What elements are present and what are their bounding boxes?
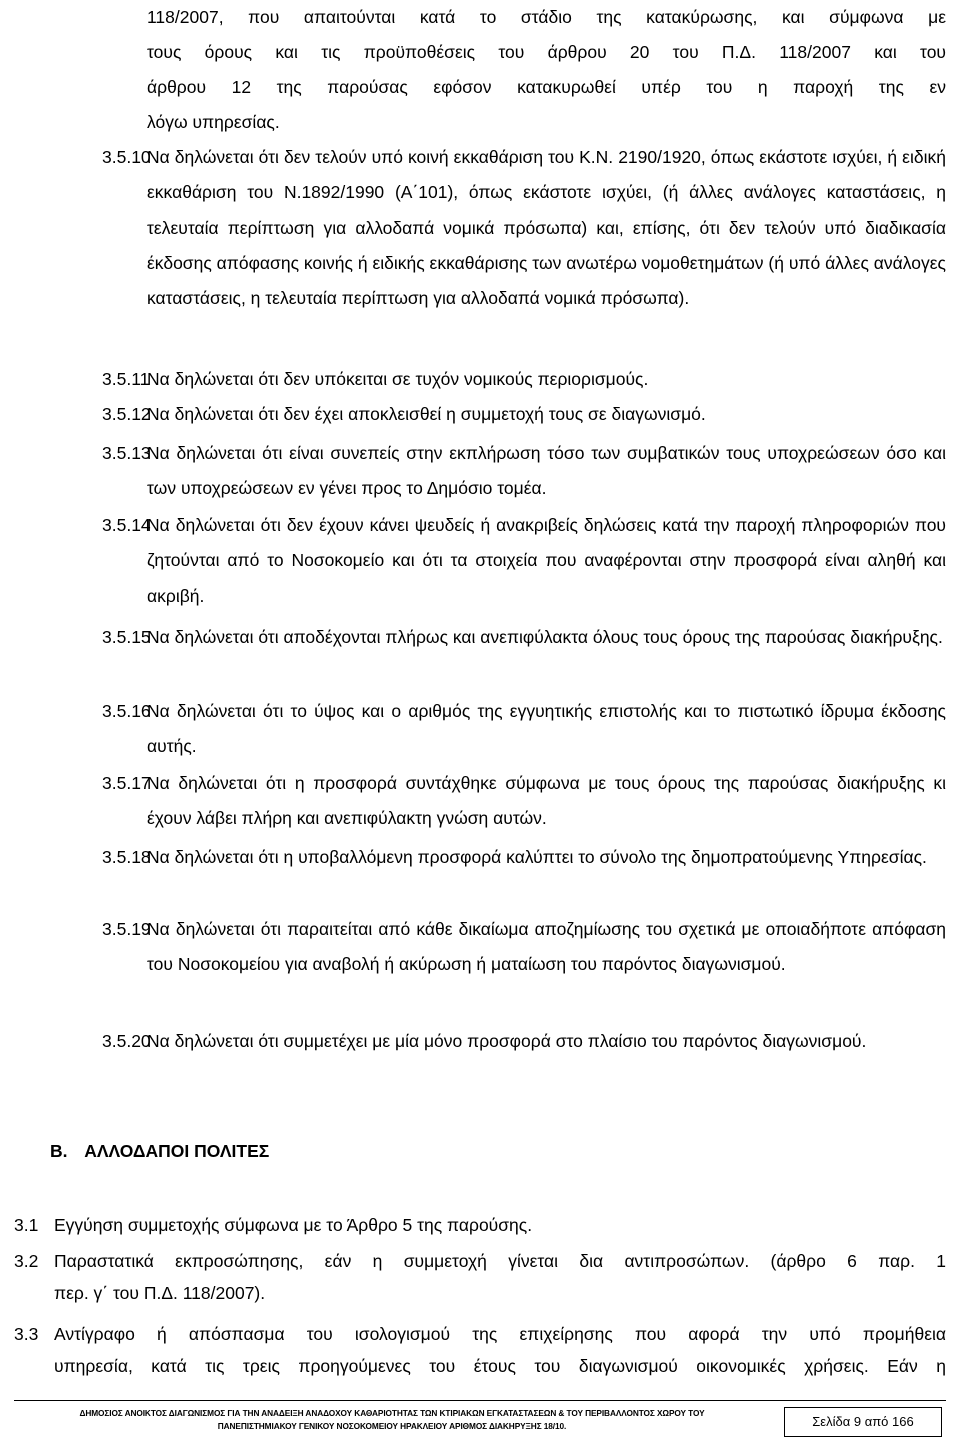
list-item <box>102 766 946 837</box>
item-number: 3.5.13 <box>102 443 151 463</box>
list-item <box>14 1318 946 1382</box>
item-text-line: Αντίγραφο ή απόσπασμα του ισολογισμού της επιχείρησης που αφορά την υπό προμήθεια <box>54 1324 946 1344</box>
list-item <box>102 1024 946 1059</box>
list-item <box>102 362 946 397</box>
list-item <box>102 620 946 655</box>
list-item <box>102 140 946 316</box>
list-item <box>102 694 946 765</box>
list-item <box>102 508 946 614</box>
item-number: 3.5.11 <box>102 369 150 389</box>
footer-line: ΠΑΝΕΠΙΣΤΗΜΙΑΚΟΥ ΓΕΝΙΚΟΥ ΝΟΣΟΚΟΜΕΙΟΥ ΗΡΑΚΛΕΙΟΥ ΑΡΙΘΜΟΣ ΔΙΑΚΗΡΥΞΗΣ 18/10. <box>217 1420 567 1431</box>
section-heading <box>50 1136 269 1166</box>
list-item <box>14 1245 946 1309</box>
item-number: 3.5.12 <box>102 404 151 424</box>
item-number: 3.5.18 <box>102 847 151 867</box>
item-number: 3.3 <box>14 1324 39 1344</box>
item-text: Να δηλώνεται ότι συμμετέχει με μία μόνο προσφορά στο πλαίσιο του παρόντος διαγωνισμού. <box>147 1031 867 1051</box>
page-number: Σελίδα 9 από 166 <box>784 1407 942 1437</box>
intro-line: λόγω υπηρεσίας. <box>147 112 280 132</box>
item-number: 3.5.17 <box>102 773 151 793</box>
item-text: Εγγύηση συμμετοχής σύμφωνα με το Άρθρο 5 της παρούσης. <box>54 1215 533 1235</box>
section-title: ΑΛΛΟΔΑΠΟΙ ΠΟΛΙΤΕΣ <box>84 1141 270 1161</box>
item-number: 3.5.20 <box>102 1031 151 1051</box>
intro-line: 118/2007, που απαιτούνται κατά το στάδιο της κατακύρωσης, και σύμφωνα με <box>147 7 946 27</box>
item-text: Να δηλώνεται ότι παραιτείται από κάθε δικαίωμα αποζημίωσης του σχετικά με οποιαδήποτε απόφαση του Νοσοκομείου για αναβολή ή ακύρωση ή ματαίωση του παρόντος διαγωνισμού. <box>147 919 946 975</box>
list-item <box>102 397 946 432</box>
footer-title <box>14 1407 770 1432</box>
item-text: Να δηλώνεται ότι δεν υπόκειται σε τυχόν νομικούς περιορισμούς. <box>147 369 649 389</box>
intro-line: άρθρου 12 της παρούσας εφόσον κατακυρωθεί υπέρ του η παροχή της εν <box>147 77 946 97</box>
item-text <box>54 1318 946 1382</box>
item-text-line: Παραστατικά εκπροσώπησης, εάν η συμμετοχή γίνεται δια αντιπροσώπων. (άρθρο 6 παρ. 1 <box>54 1251 946 1271</box>
intro-line: τους όρους και τις προϋποθέσεις του άρθρου 20 του Π.Δ. 118/2007 και του <box>147 42 946 62</box>
list-item <box>102 840 946 875</box>
list-item <box>102 912 946 983</box>
item-text: Να δηλώνεται ότι δεν έχει αποκλεισθεί η συμμετοχή τους σε διαγωνισμό. <box>147 404 706 424</box>
item-text: Να δηλώνεται ότι δεν έχουν κάνει ψευδείς ή ανακριβείς δηλώσεις κατά την παροχή πληροφοριών που ζητούνται από το Νοσοκομείο και ότι τα στοιχεία που αναφέρονται στην προσφορά είναι αληθή και ακριβή. <box>147 515 946 606</box>
item-text: Να δηλώνεται ότι είναι συνεπείς στην εκπλήρωση τόσο των συμβατικών τους υποχρεώσεων όσο και των υποχρεώσεων εν γένει προς το Δημόσιο τομέα. <box>147 443 946 499</box>
item-text: Να δηλώνεται ότι το ύψος και ο αριθμός της εγγυητικής επιστολής και το πιστωτικό ίδρυμα έκδοσης αυτής. <box>147 701 946 757</box>
item-number: 3.1 <box>14 1215 39 1235</box>
item-text-line: περ. γ΄ του Π.Δ. 118/2007). <box>54 1283 266 1303</box>
item-number: 3.5.19 <box>102 919 151 939</box>
item-number: 3.5.15 <box>102 627 151 647</box>
item-number: 3.5.14 <box>102 515 151 535</box>
list-item <box>14 1209 946 1241</box>
item-text <box>54 1245 946 1309</box>
section-letter: Β. <box>50 1141 68 1161</box>
footer-line: ΔΗΜΟΣΙΟΣ ΑΝΟΙΚΤΟΣ ΔΙΑΓΩΝΙΣΜΟΣ ΓΙΑ ΤΗΝ ΑΝΑΔΕΙΞΗ ΑΝΑΔΟΧΟΥ ΚΑΘΑΡΙΟΤΗΤΑΣ ΤΩΝ ΚΤΙΡΙΑΚΩΝ ΕΓΚΑΤΑΣΤΑΣΕΩΝ & ΤΟΥ ΠΕΡΙΒΑΛΛΟΝΤΟΣ ΧΩΡΟΥ ΤΟΥ <box>79 1408 705 1418</box>
page-footer <box>14 1400 946 1439</box>
item-text: Να δηλώνεται ότι η υποβαλλόμενη προσφορά καλύπτει το σύνολο της δημοπρατούμενης Υπηρεσίας. <box>147 847 927 867</box>
item-number: 3.5.10 <box>102 147 151 167</box>
item-text-line: υπηρεσία, κατά τις τρεις προηγούμενες του έτους του διαγωνισμού οικονομικές χρήσεις. Εάν η <box>54 1356 946 1376</box>
list-item <box>102 436 946 507</box>
item-text: Να δηλώνεται ότι δεν τελούν υπό κοινή εκκαθάριση του Κ.Ν. 2190/1920, όπως εκάστοτε ισχύει, ή ειδική εκκαθάριση του Ν.1892/1990 (Α΄101), όπως εκάστοτε ισχύει, (ή άλλες ανάλογες καταστάσεις, η τελευταία περίπτωση για αλλοδαπά νομικά πρόσωπα) και, επίσης, ότι δεν τελούν υπό διαδικασία έκδοσης απόφασης κοινής ή ειδικής εκκαθάρισης των ανωτέρω νομοθετημάτων (ή υπό άλλες ανάλογες καταστάσεις, η τελευταία περίπτωση για αλλοδαπά νομικά πρόσωπα). <box>147 147 946 309</box>
item-text: Να δηλώνεται ότι η προσφορά συντάχθηκε σύμφωνα με τους όρους της παρούσας διακήρυξης κι έχουν λάβει πλήρη και ανεπιφύλακτη γνώση αυτών. <box>147 773 946 829</box>
item-number: 3.5.16 <box>102 701 151 721</box>
item-text: Να δηλώνεται ότι αποδέχονται πλήρως και ανεπιφύλακτα όλους τους όρους της παρούσας διακήρυξης. <box>147 627 943 647</box>
item-number: 3.2 <box>14 1251 39 1271</box>
